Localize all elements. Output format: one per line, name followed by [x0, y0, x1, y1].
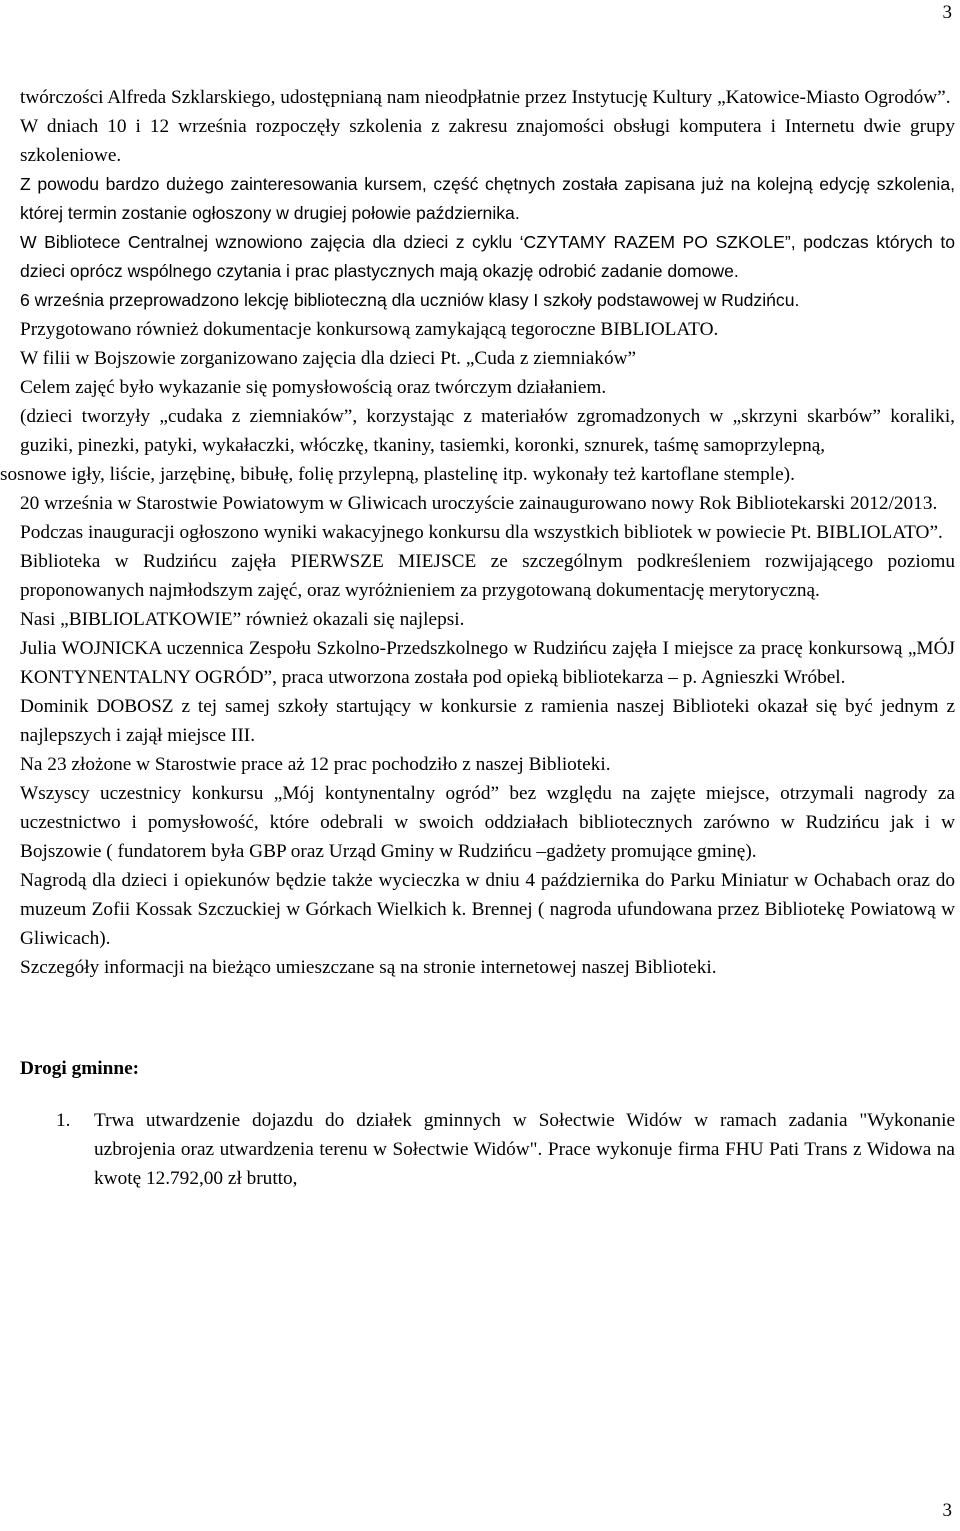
roads-list: [20, 1106, 955, 1193]
paragraph-bibliolatkowie: Nasi „BIBLIOLATKOWIE” również okazali się najlepsi.: [20, 609, 465, 630]
paragraph-czytamy-razem: W Bibliotece Centralnej wznowiono zajęcia dla dzieci z cyklu ‘CZYTAMY RAZEM PO SZKOLE”, podczas których to dzieci oprócz wspólnego czytania i prac plastycznych mają okazję odrobić zadanie domowe.: [20, 232, 955, 281]
paragraph-contest-results: Podczas inauguracji ogłoszono wyniki wakacyjnego konkursu dla wszystkich bibliotek w powiecie Pt. BIBLIOLATO”.: [20, 522, 943, 543]
paragraph-submissions-count: Na 23 złożone w Starostwie prace aż 12 prac pochodziło z naszej Biblioteki.: [20, 754, 611, 775]
paragraph-first-place: Biblioteka w Rudzińcu zajęła PIERWSZE MIEJSCE ze szczególnym podkreśleniem rozwijającego poziomu proponowanych najmłodszym zajęć, oraz wyróżnieniem za przygotowaną dokumentację merytoryczną.: [20, 551, 955, 601]
paragraph-inauguration: 20 września w Starostwie Powiatowym w Gliwicach uroczyście zainaugurowano nowy Rok Bibliotekarski 2012/2013.: [20, 493, 938, 514]
paragraph-trip: Nagrodą dla dzieci i opiekunów będzie także wycieczka w dniu 4 października do Parku Miniatur w Ochabach oraz do muzeum Zofii Kossak Szczuckiej w Górkach Wielkich k. Brennej ( nagroda ufundowana przez Bibliotekę Powiatową w Gliwicach).: [20, 870, 955, 949]
paragraph-prizes: Wszyscy uczestnicy konkursu „Mój kontynentalny ogród” bez względu na zajęte miejsce, otrzymali nagrody za uczestnictwo i pomysłowość, które odebrali w swoich oddziałach bibliotecznych zarówno w Rudzińcu jak i w Bojszowie ( fundatorem była GBP oraz Urząd Gminy w Rudzińcu –gadżety promujące gminę).: [20, 783, 955, 862]
page-number-bottom: 3: [942, 1500, 952, 1521]
paragraph-stamps: sosnowe igły, liście, jarzębinę, bibułę, folię przylepną, plastelinę itp. wykonały też kartoflane stemple).: [0, 464, 795, 485]
document-body: [0, 83, 955, 1193]
paragraph-julia-wojnicka: Julia WOJNICKA uczennica Zespołu Szkolno-Przedszkolnego w Rudzińcu zajęła I miejsce za pracę konkursową „MÓJ KONTYNENTALNY OGRÓD”, praca utworzona została pod opieką bibliotekarza – p. Agnieszki Wróbel.: [20, 638, 955, 688]
paragraph-training-interest: Z powodu bardzo dużego zainteresowania kursem, część chętnych została zapisana już na kolejną edycję szkolenia, której termin zostanie ogłoszony w drugiej połowie października.: [20, 174, 955, 223]
section-heading-drogi-gminne: Drogi gminne:: [20, 1058, 140, 1079]
paragraph-szklarski: twórczości Alfreda Szklarskiego, udostępnianą nam nieodpłatnie przez Instytucję Kultury „Katowice-Miasto Ogrodów”.: [20, 87, 951, 108]
paragraph-bibliolato-docs: Przygotowano również dokumentacje konkursową zamykającą tegoroczne BIBLIOLATO.: [20, 319, 719, 340]
paragraph-bojszow-classes: W filii w Bojszowie zorganizowano zajęcia dla dzieci Pt. „Cuda z ziemniaków”: [20, 348, 637, 369]
paragraph-computer-training: W dniach 10 i 12 września rozpoczęły szkolenia z zakresu znajomości obsługi komputera i Internetu dwie grupy szkoleniowe.: [20, 116, 955, 166]
list-item-text: Trwa utwardzenie dojazdu do działek gminnych w Sołectwie Widów w ramach zadania "Wykonanie uzbrojenia oraz utwardzenia terenu w Sołectwie Widów". Prace wykonuje firma FHU Pati Trans z Widowa na kwotę 12.792,00 zł brutto,: [94, 1110, 955, 1189]
paragraph-classes-goal: Celem zajęć było wykazanie się pomysłowością oraz twórczym działaniem.: [20, 377, 607, 398]
list-item: [20, 1106, 955, 1193]
list-item-number: 1.: [56, 1110, 71, 1131]
page-number-top: 3: [942, 2, 952, 23]
paragraph-materials: (dzieci tworzyły „cudaka z ziemniaków”, korzystając z materiałów zgromadzonych w „skrzyni skarbów” koraliki, guziki, pinezki, patyki, wykałaczki, włóczkę, tkaniny, tasiemki, koronki, sznurek, taśmę samoprzylepną,: [20, 406, 955, 456]
paragraph-dominik-dobosz: Dominik DOBOSZ z tej samej szkoły startujący w konkursie z ramienia naszej Biblioteki okazał się być jednym z najlepszych i zajął miejsce III.: [20, 696, 955, 746]
paragraph-library-lesson: 6 września przeprowadzono lekcję biblioteczną dla uczniów klasy I szkoły podstawowej w Rudzińcu.: [20, 290, 800, 310]
paragraph-details-online: Szczegóły informacji na bieżąco umieszczane są na stronie internetowej naszej Biblioteki.: [20, 957, 717, 978]
